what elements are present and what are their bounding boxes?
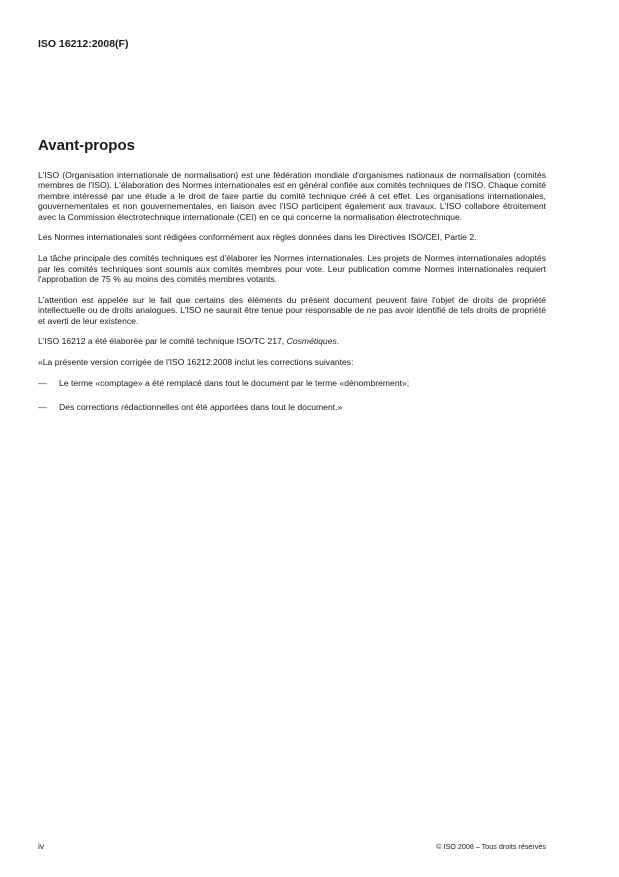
committee-name: Cosmétiques (286, 336, 337, 347)
paragraph-directives: Les Normes internationales sont rédigées conformément aux règles données dans les Directives ISO/CEI, Partie 2. (38, 232, 477, 243)
list-item (38, 402, 546, 412)
paragraph-iso-intro: L'ISO (Organisation internationale de normalisation) est une fédération mondiale d'organismes nationaux de normalisation (comités membres de l'ISO). L'élaboration des Normes internationales est en général confiée aux comités techniques de l'ISO. Chaque comité membre intéressé par une étude a le droit de faire partie du comité technique créé à cet effet. Les organisations internationales, gouvernementales et non gouvernementales, en liaison avec l'ISO participent également aux travaux. L'ISO collabore étroitement avec la Commission électrotechnique internationale (CEI) en ce qui concerne la normalisation électrotechnique. (38, 170, 546, 222)
page-number: iv (38, 841, 45, 851)
paragraph-corrections-intro: «La présente version corrigée de l'ISO 16212:2008 inclut les corrections suivantes: (38, 357, 354, 368)
copyright-notice: © ISO 2008 – Tous droits réservés (436, 842, 546, 851)
section-title: Avant-propos (38, 137, 135, 154)
dash-bullet: — (38, 378, 47, 389)
dash-bullet: — (38, 402, 47, 413)
list-item-text: Le terme «comptage» a été remplacé dans tout le document par le terme «dénombrement»; (59, 378, 410, 389)
foreword-body (38, 170, 546, 427)
document-id: ISO 16212:2008(F) (38, 38, 129, 50)
list-item (38, 378, 546, 388)
list-item-text: Des corrections rédactionnelles ont été apportées dans tout le document.» (59, 402, 343, 413)
paragraph-patent-rights: L'attention est appelée sur le fait que certains des éléments du présent document peuvent faire l'objet de droits de propriété intellectuelle ou de droits analogues. L'ISO ne saurait être tenue pour responsable de ne pas avoir identifié de tels droits de propriété et averti de leur existence. (38, 294, 546, 326)
paragraph-prepared-by (38, 336, 546, 346)
paragraph-main-task: La tâche principale des comités techniques est d'élaborer les Normes internationales. Les projets de Normes internationales adoptés par les comités techniques sont soumis aux comités membres pour vote. Leur publication comme Normes internationales requiert l'approbation de 75 % au moins des comités membres votants. (38, 253, 546, 285)
prepared-by-end: . (336, 336, 340, 347)
prepared-by-text: L'ISO 16212 a été élaborée par le comité technique ISO/TC 217, (38, 336, 287, 347)
